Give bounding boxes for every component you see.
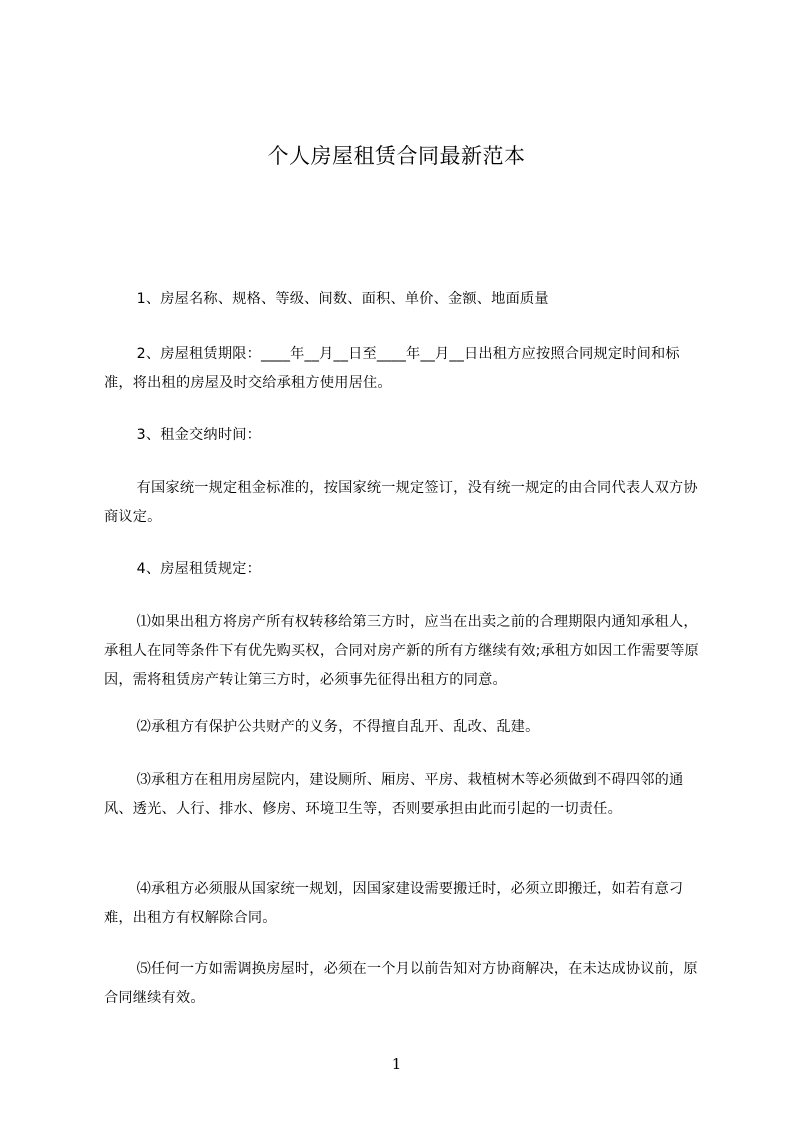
paragraph-4: 有国家统一规定租金标准的，按国家统一规定签订，没有统一规定的由合同代表人双方协商议定。 <box>104 480 698 525</box>
paragraph-9: ⑷承租方必须服从国家统一规划，因国家建设需要搬迁时，必须立即搬迁，如若有意刁难，出租方有权解除合同。 <box>104 881 684 926</box>
paragraph-5: 4、房屋租赁规定： <box>136 561 261 577</box>
document-title: 个人房屋租赁合同最新范本 <box>267 144 526 168</box>
paragraph-1: 1、房屋名称、规格、等级、间数、面积、单价、金额、地面质量 <box>136 291 549 307</box>
paragraph-8: ⑶承租方在租用房屋院内，建设厕所、厢房、平房、栽植树木等必须做到不碍四邻的通风、透光、人行、排水、修房、环境卫生等，否则要承担由此而引起的一切责任。 <box>104 772 684 817</box>
paragraph-2: 2、房屋租赁期限：____年__月__日至____年__月__日出租方应按照合同规定时间和标准，将出租的房屋及时交给承租方使用居住。 <box>104 346 680 391</box>
paragraph-10: ⑸任何一方如需调换房屋时，必须在一个月以前告知对方协商解决，在未达成协议前，原合同继续有效。 <box>104 961 698 1006</box>
paragraph-7: ⑵承租方有保护公共财产的义务，不得擅自乱开、乱改、乱建。 <box>136 719 540 735</box>
page-number: 1 <box>391 1055 402 1073</box>
paragraph-6: ⑴如果出租方将房产所有权转移给第三方时，应当在出卖之前的合理期限内通知承租人，承租人在同等条件下有优先购买权，合同对房产新的所有方继续有效;承租方如因工作需要等原因，需将租赁房产转让第三方时，必须事先征得出租方的同意。 <box>104 614 699 688</box>
paragraph-3: 3、租金交纳时间： <box>136 427 261 443</box>
